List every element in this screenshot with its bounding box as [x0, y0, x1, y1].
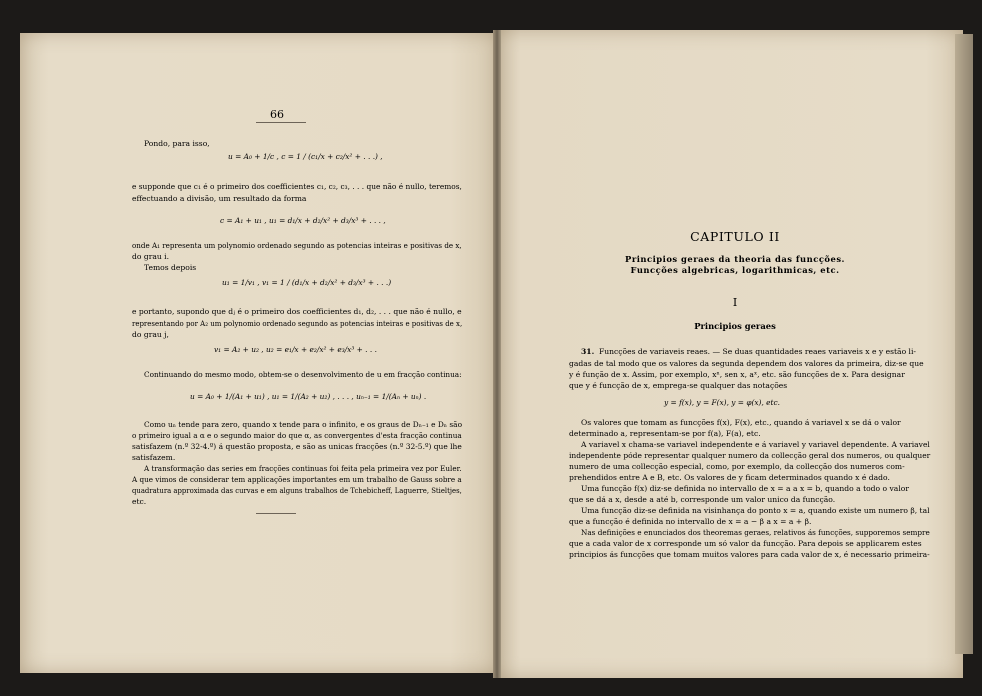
formula: v₁ = A₂ + u₂ , u₂ = e₁/x + e₂/x² + e₃/x³ + . . . — [214, 345, 377, 354]
text-line: satisfazem (n.º 32-4.º) á questão proposta, e são as unicas fracções (n.º 32-5.º) que lhe — [132, 442, 462, 451]
text-line: etc. — [132, 497, 147, 506]
text-line: onde A₁ representa um polynomio ordenado segundo as potencias inteiras e positivas de x, — [132, 241, 462, 250]
text-line: Uma funcção diz-se definida na visinhança do ponto x = a, quando existe um numero β, tal — [581, 506, 930, 515]
formula: u = A₀ + 1/(A₁ + u₁) , u₁ = 1/(A₂ + u₂) , . . . , uₙ₋₁ = 1/(Aₙ + uₙ) . — [190, 392, 427, 401]
text-line: Nas definições e enunciados dos theoremas geraes, relativos ás funcções, supporemos sempre — [581, 528, 930, 537]
formula: c = A₁ + u₁ , u₁ = d₁/x + d₂/x² + d₃/x³ + . . . , — [220, 216, 386, 225]
text-line: Continuando do mesmo modo, obtem-se o desenvolvimento de u em fracção continua: — [144, 370, 462, 379]
formula: u₁ = 1/v₁ , v₁ = 1 / (d₁/x + d₂/x² + d₃/x³ + . . .) — [222, 278, 392, 287]
text-line: gadas de tal modo que os valores da segunda dependem dos valores da primeira, diz-se que — [569, 359, 924, 368]
book-gutter — [493, 30, 501, 678]
header-rule — [256, 122, 306, 123]
paragraph-number: 31. — [581, 347, 595, 356]
chapter-title: CAPITULO II — [690, 229, 780, 244]
text-line: que y é funcção de x, emprega-se qualquer das notações — [569, 381, 788, 390]
text-line: representando por A₂ um polynomio ordenado segundo as potencias inteiras e positivas de x, — [132, 319, 463, 328]
section-title: Principios geraes — [694, 321, 776, 331]
text-line: quadratura approximada das curvas e em alguns trabalhos de Tchebicheff, Laguerre, Stieltjes, — [132, 486, 462, 495]
text-line: o primeiro igual a α e o segundo maior do que α, as convergentes d'esta fracção continua — [132, 431, 462, 440]
text-line: prehendidos entre A e B, etc. Os valores de y ficam determinados quando x é dado. — [569, 473, 890, 482]
section-number: I — [732, 296, 738, 309]
page-edges — [955, 34, 973, 654]
text-line: que a cada valor de x corresponde um só valor da funcção. Para depois se applicarem estes — [569, 539, 922, 548]
text-line: independente póde representar qualquer numero da collecção geral dos numeros, ou qualquer — [569, 451, 931, 460]
formula: y = f(x), y = F(x), y = φ(x), etc. — [664, 398, 780, 407]
text-line: y é função de x. Assim, por exemplo, xⁿ, sen x, aˣ, etc. são funcções de x. Para designar — [569, 370, 905, 379]
text-line: e portanto, supondo que dⱼ é o primeiro dos coefficientes d₁, d₂, . . . que não é nullo, e — [132, 307, 462, 316]
text-line: Funcções de variaveis reaes. — Se duas quantidades reaes variaveis x e y estão li- — [599, 347, 916, 356]
text-line: Pondo, para isso, — [144, 139, 210, 148]
formula: u = A₀ + 1/c , c = 1 / (c₁/x + c₂/x² + . . .) , — [228, 152, 383, 161]
text-line: principios ás funcções que tomam muitos valores para cada valor de x, é necessario primeira- — [569, 550, 930, 559]
text-line: que se dá a x, desde a até b, corresponde um valor unico da funcção. — [569, 495, 836, 504]
text-line: que a funcção é definida no intervallo de x = a − β a x = a + β. — [569, 517, 812, 526]
end-rule — [256, 513, 296, 514]
text-line: Como uₙ tende para zero, quando x tende para o infinito, e os graus de Dₙ₋₁ e Dₙ são — [144, 420, 463, 429]
text-line: effectuando a divisão, um resultado da forma — [132, 194, 307, 203]
text-line: A variavel x chama-se variavel independente e á variavel y variavel dependente. A variavel — [581, 440, 930, 449]
text-line: A que vimos de considerar tem applicações importantes em um trabalho de Gauss sobre a — [132, 475, 462, 484]
text-line: do grau j, — [132, 330, 169, 339]
text-line: satisfazem. — [132, 453, 176, 462]
text-line: do grau i. — [132, 252, 170, 261]
text-line: e supponde que c₁ é o primeiro dos coefficientes c₁, c₂, c₃, . . . que não é nullo, teremos, — [132, 182, 462, 191]
text-line: numero de uma collecção especial, como, por exemplo, da collecção dos numeros com- — [569, 462, 905, 471]
text-line: Uma funcção f(x) diz-se definida no intervallo de x = a a x = b, quando a todo o valor — [581, 484, 909, 493]
text-line: determinado a, representam-se por f(a), F(a), etc. — [569, 429, 761, 438]
chapter-subtitle: Principios geraes da theoria das funcções. — [625, 254, 845, 264]
page-number: 66 — [270, 108, 284, 121]
text-line: Os valores que tomam as funcções f(x), F(x), etc., quando á variavel x se dá o valor — [581, 418, 901, 427]
text-line: Temos depois — [144, 263, 197, 272]
chapter-subtitle: Funcções algebricas, logarithmicas, etc. — [630, 265, 840, 275]
text-line: A transformação das series em fracções continuas foi feita pela primeira vez por Euler. — [144, 464, 462, 473]
